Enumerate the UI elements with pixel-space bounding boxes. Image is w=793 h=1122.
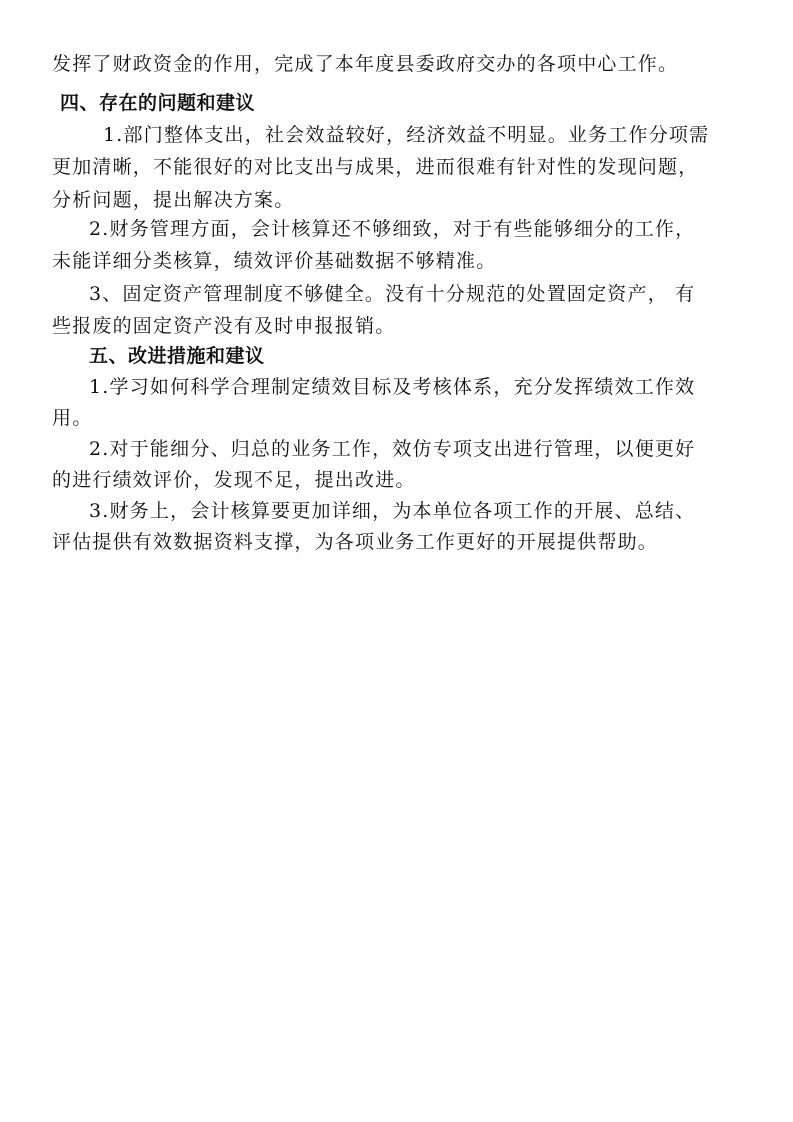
problem-item-2-line-2: 未能详细分类核算，绩效评价基础数据不够精准。 — [52, 250, 497, 272]
problem-item-1-line-2: 更加清晰，不能很好的对比支出与成果，进而很难有针对性的发现问题， — [52, 156, 699, 178]
problem-item-1-line-1: 1.部门整体支出，社会效益较好，经济效益不明显。业务工作分项需 — [103, 124, 710, 146]
improvement-item-1-line-1: 1.学习如何科学合理制定绩效目标及考核体系，充分发挥绩效工作效 — [89, 376, 696, 398]
problem-item-3-line-1: 3、固定资产管理制度不够健全。没有十分规范的处置固定资产， 有 — [89, 283, 696, 305]
improvement-item-3-line-2: 评估提供有效数据资料支撑，为各项业务工作更好的开展提供帮助。 — [52, 531, 659, 553]
improvement-item-1-line-2: 用。 — [52, 407, 93, 429]
improvement-item-2-line-2: 的进行绩效评价，发现不足，提出改进。 — [52, 469, 416, 491]
problem-item-3-line-2: 些报废的固定资产没有及时申报报销。 — [52, 315, 396, 337]
improvement-item-2-line-1: 2.对于能细分、归总的业务工作，效仿专项支出进行管理，以便更好 — [89, 438, 696, 460]
problem-item-2-line-1: 2.财务管理方面，会计核算还不够细致，对于有些能够细分的工作， — [89, 218, 696, 240]
improvement-item-3-line-1: 3.财务上，会计核算要更加详细，为本单位各项工作的开展、总结、 — [89, 500, 696, 522]
section-heading-improvements: 五、改进措施和建议 — [89, 345, 265, 367]
section-heading-problems: 四、存在的问题和建议 — [60, 92, 256, 114]
problem-item-1-line-3: 分析问题，提出解决方案。 — [52, 189, 295, 211]
intro-paragraph-line: 发挥了财政资金的作用，完成了本年度县委政府交办的各项中心工作。 — [52, 53, 679, 75]
